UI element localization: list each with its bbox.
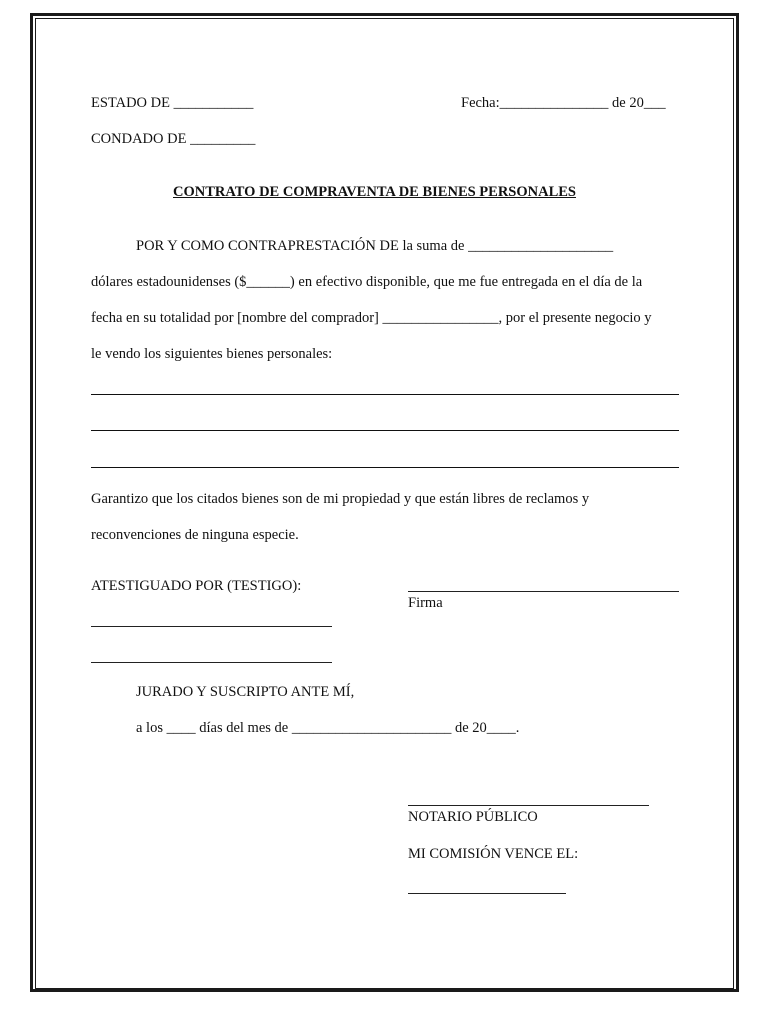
days-month-line: a los ____ días del mes de ______________________ de 20____.: [136, 720, 520, 736]
guarantee-line-1: Garantizo que los citados bienes son de mi propiedad y que están libres de reclamos y: [91, 491, 590, 507]
witness-label: ATESTIGUADO POR (TESTIGO):: [91, 578, 302, 594]
sworn-statement: JURADO Y SUSCRIPTO ANTE MÍ,: [136, 684, 355, 700]
body-line-3: fecha en su totalidad por [nombre del comprador] ________________, por el presente negocio y: [91, 310, 652, 326]
witness-line-1: [91, 626, 332, 627]
guarantee-line-2: reconvenciones de ninguna especie.: [91, 527, 299, 543]
notary-title: NOTARIO PÚBLICO: [408, 809, 538, 825]
signature-line: [408, 591, 679, 592]
document-title: CONTRATO DE COMPRAVENTA DE BIENES PERSONALES: [173, 184, 576, 200]
commission-date-line: [408, 893, 566, 894]
items-line-3: [91, 467, 679, 468]
witness-line-2: [91, 662, 332, 663]
commission-label: MI COMISIÓN VENCE EL:: [408, 846, 579, 862]
county-field-label: CONDADO DE _________: [91, 131, 256, 147]
signature-label: Firma: [408, 595, 443, 611]
date-field-label: Fecha:_______________ de 20___: [461, 95, 666, 111]
items-line-2: [91, 430, 679, 431]
body-line-1: POR Y COMO CONTRAPRESTACIÓN DE la suma de ____________________: [136, 238, 614, 254]
body-line-2: dólares estadounidenses ($______) en efectivo disponible, que me fue entregada en el día de la: [91, 274, 643, 290]
body-line-4: le vendo los siguientes bienes personales:: [91, 346, 333, 362]
items-line-1: [91, 394, 679, 395]
notary-signature-line: [408, 805, 649, 806]
state-field-label: ESTADO DE ___________: [91, 95, 254, 111]
